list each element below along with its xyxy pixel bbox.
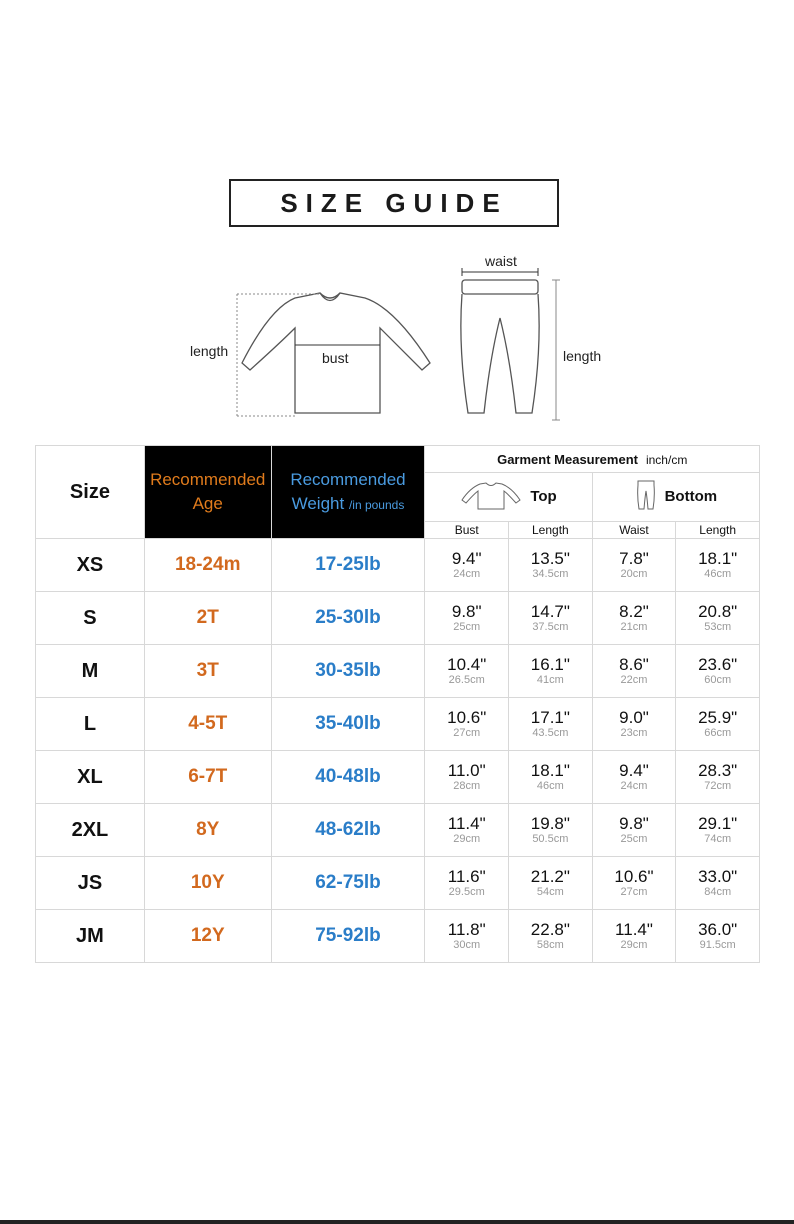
top-length-cell [509,698,593,751]
waist-cell-cm: 27cm [620,886,648,898]
waist-cell-cm: 23cm [620,727,648,739]
bottom-length-cell [676,698,760,751]
bottom-length-subheader: Length [676,522,760,539]
top-length-cell-inch: 14.7" [530,602,570,621]
size-cell: L [36,698,145,751]
waist-cell-inch: 11.4" [615,920,653,939]
top-length-cell-inch: 19.8" [530,814,570,833]
bottom-label: Bottom [664,487,718,505]
size-cell: M [36,645,145,698]
top-length-cell-cm: 34.5cm [532,568,569,580]
bust-label: bust [322,350,349,366]
size-cell: XS [36,539,145,592]
header-row-1 [36,446,760,473]
size-cell: JS [36,857,145,910]
top-length-cell [509,857,593,910]
waist-marker [462,268,538,276]
weight-cell: 40-48lb [271,751,425,804]
bottom-length-cell-inch: 33.0" [698,867,738,886]
top-length-cell [509,751,593,804]
bottom-length-cell-inch: 18.1" [698,549,738,568]
weight-header-line2 [272,492,425,517]
age-cell: 8Y [144,804,271,857]
weight-cell: 35-40lb [271,698,425,751]
weight-cell: 25-30lb [271,592,425,645]
weight-cell: 17-25lb [271,539,425,592]
bust-cell-inch: 11.8" [447,920,486,939]
waist-cell [592,592,676,645]
bust-cell [425,645,509,698]
bottom-length-cell-cm: 46cm [704,568,732,580]
top-length-cell [509,592,593,645]
waist-cell [592,698,676,751]
waist-cell [592,645,676,698]
bottom-length-cell-cm: 60cm [704,674,732,686]
bust-cell-cm: 27cm [453,727,481,739]
table-row [36,857,760,910]
bust-cell-cm: 26.5cm [448,674,485,686]
weight-header-line1: Recommended [290,469,406,489]
bottom-length-cell [676,857,760,910]
top-length-cell-inch: 16.1" [530,655,570,674]
weight-cell: 62-75lb [271,857,425,910]
table-row [36,751,760,804]
waist-cell-inch: 10.6" [614,867,654,886]
bottom-length-cell-inch: 29.1" [698,814,738,833]
garment-measurement-header [425,446,760,473]
top-length-label: length [190,343,229,359]
top-length-cell [509,645,593,698]
bottom-length-cell-cm: 66cm [704,727,732,739]
bottom-length-cell-inch: 20.8" [698,602,738,621]
top-label: Top [530,487,557,505]
bottom-pants-icon [635,479,657,515]
bottom-length-cell-inch: 23.6" [698,655,738,674]
waist-label: waist [485,253,517,269]
pants-length-marker [552,280,560,420]
size-header: Size [36,446,145,539]
waist-subheader: Waist [592,522,676,539]
weight-header-word: Weight [291,493,345,513]
bottom-header [592,473,759,522]
bust-cell-cm: 29cm [453,833,481,845]
bust-cell-inch: 10.6" [447,708,487,727]
waist-cell [592,751,676,804]
age-cell: 6-7T [144,751,271,804]
bust-cell [425,751,509,804]
size-cell: 2XL [36,804,145,857]
bottom-length-label: length [563,348,602,364]
top-length-cell [509,804,593,857]
bust-cell-cm: 28cm [453,780,481,792]
top-length-cell-cm: 46cm [536,780,564,792]
waist-cell-cm: 24cm [620,780,648,792]
bottom-length-cell-cm: 84cm [704,886,732,898]
top-length-cell-cm: 58cm [536,939,564,951]
waist-cell-cm: 20cm [620,568,648,580]
top-length-cell-inch: 22.8" [530,920,570,939]
bottom-length-cell [676,804,760,857]
waist-cell-cm: 29cm [620,939,648,951]
bottom-length-cell-inch: 36.0" [698,920,738,939]
size-cell: JM [36,910,145,963]
bottom-length-cell-inch: 28.3" [698,761,738,780]
age-header-line1: Recommended [150,470,266,489]
size-table [35,445,760,963]
bust-cell-cm: 29.5cm [448,886,485,898]
bust-subheader: Bust [425,522,509,539]
top-length-cell [509,539,593,592]
bust-cell-inch: 11.4" [447,814,486,833]
top-length-cell-cm: 54cm [536,886,564,898]
bottom-length-cell [676,645,760,698]
waist-cell-inch: 9.4" [619,761,649,780]
age-header-line2: Age [192,494,223,513]
table-row [36,910,760,963]
garment-measurement-label: Garment Measurement [497,451,638,467]
page-title: SIZE GUIDE [280,187,508,218]
bust-cell [425,804,509,857]
age-cell: 4-5T [144,698,271,751]
top-length-cell-cm: 41cm [536,674,564,686]
top-length-cell-inch: 21.2" [530,867,570,886]
table-row [36,645,760,698]
bust-cell-inch: 9.8" [451,602,482,621]
waist-cell [592,910,676,963]
bust-cell-inch: 11.6" [447,867,486,886]
bust-cell [425,857,509,910]
bottom-length-cell-cm: 91.5cm [699,939,736,951]
weight-cell: 75-92lb [271,910,425,963]
table-row [36,539,760,592]
garment-diagram-svg [180,248,620,433]
bottom-length-cell [676,539,760,592]
table-row [36,698,760,751]
waist-cell [592,857,676,910]
bust-cell [425,910,509,963]
bust-cell [425,539,509,592]
bottom-length-cell-cm: 74cm [704,833,732,845]
shirt-length-marker [237,294,320,416]
bottom-length-cell [676,592,760,645]
age-cell: 12Y [144,910,271,963]
weight-cell: 30-35lb [271,645,425,698]
pants-icon [461,280,539,413]
table-row [36,804,760,857]
size-cell: XL [36,751,145,804]
bust-cell-cm: 25cm [453,621,481,633]
top-length-subheader: Length [509,522,593,539]
bottom-length-cell [676,910,760,963]
top-length-cell-cm: 50.5cm [532,833,569,845]
bottom-length-cell-cm: 72cm [704,780,732,792]
top-header [425,473,592,522]
waist-cell-cm: 25cm [620,833,648,845]
size-cell: S [36,592,145,645]
waist-cell-inch: 9.8" [619,814,649,833]
age-cell: 3T [144,645,271,698]
top-length-cell-cm: 43.5cm [532,727,569,739]
bottom-divider [0,1220,794,1224]
top-length-cell-inch: 13.5" [530,549,570,568]
weight-cell: 48-62lb [271,804,425,857]
waist-cell-inch: 8.6" [619,655,649,674]
weight-unit: /in pounds [348,497,405,512]
age-cell: 2T [144,592,271,645]
bust-cell-cm: 30cm [453,939,481,951]
bottom-length-cell-inch: 25.9" [698,708,738,727]
table-row [36,592,760,645]
garment-unit: inch/cm [645,452,688,467]
waist-cell-inch: 7.8" [619,549,649,568]
bust-cell-inch: 9.4" [451,549,482,568]
age-cell: 18-24m [144,539,271,592]
waist-cell-cm: 21cm [620,621,648,633]
bust-cell-cm: 24cm [453,568,481,580]
garment-diagram [180,248,620,433]
top-length-cell-cm: 37.5cm [532,621,569,633]
waist-cell-inch: 9.0" [619,708,649,727]
bottom-length-cell [676,751,760,804]
bust-cell [425,592,509,645]
age-header [144,446,271,539]
waist-cell [592,804,676,857]
bust-cell [425,698,509,751]
size-guide-title-box [229,179,559,227]
age-cell: 10Y [144,857,271,910]
top-shirt-icon [460,480,522,514]
bust-cell-inch: 11.0" [447,761,486,780]
weight-header [271,446,425,539]
top-length-cell [509,910,593,963]
top-length-cell-inch: 18.1" [530,761,570,780]
bust-cell-inch: 10.4" [447,655,487,674]
waist-cell [592,539,676,592]
waist-cell-inch: 8.2" [619,602,649,621]
waist-cell-cm: 22cm [620,674,648,686]
top-length-cell-inch: 17.1" [530,708,570,727]
bottom-length-cell-cm: 53cm [704,621,732,633]
